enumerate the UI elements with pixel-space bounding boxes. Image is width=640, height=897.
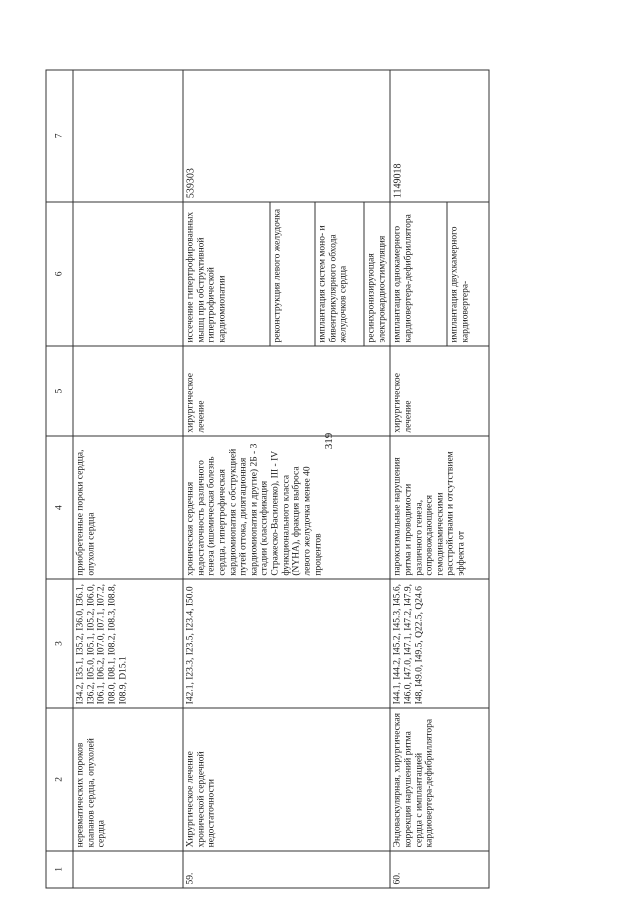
method-item: имплантация систем моно- и бивентрикулярного обхода желудочков сердца: [314, 202, 361, 345]
patient-model: пароксизмальные нарушения ритма и проводимости различного генеза, сопровождающиеся гемодинамическими расстройствами и отсутствием эффекта от: [390, 436, 489, 579]
procedure-name: неревматических пороков клапанов сердца, опухолей сердца: [73, 708, 183, 851]
table-row: [73, 70, 183, 888]
header-row: [46, 70, 73, 888]
patient-model: хроническая сердечная недостаточность различного генеза (ишемическая болезнь сердца, гипертрофическая кардиомиопатия с обструкцией путей оттока, дилятационная кардиомиопатия и другие) 2Б - 3 стадии (классификация Стражеско-Василенко), III - IV функционального класса (NYHA), фракция выброса левого желудочка менее 40 процентов: [183, 436, 390, 579]
row-number: 59.: [183, 851, 390, 888]
row-number: 60.: [390, 851, 489, 888]
treatment-methods: [390, 202, 489, 346]
column-header: 4: [46, 436, 73, 579]
table-row: [390, 70, 489, 888]
cost-value: 1149018: [390, 70, 489, 202]
column-header: 2: [46, 708, 73, 851]
method-item: реконструкция левого желудочка: [269, 202, 312, 345]
cost-value: [73, 70, 183, 202]
procedure-name: Хирургическое лечение хронической сердечной недостаточности: [183, 708, 390, 851]
icd-codes: I44.1, I44.2, I45.2, I45.3, I45.6, I46.0, I47.0, I47.1, I47.2, I47.9, I48, I49.0, I49.5, Q22.5, Q24.6: [390, 579, 489, 708]
column-header: 1: [46, 851, 73, 888]
patient-model: приобретенные пороки сердца, опухоли сердца: [73, 436, 183, 579]
treatment-type: хирургическое лечение: [183, 346, 390, 436]
icd-codes: I34.2, I35.1, I35.2, I36.0, I36.1, I36.2, I05.0, I05.1, I05.2, I06.0, I06.1, I06.2, I07.0, I07.1, I07.2, I08.0, I08.1, I08.2, I08.3, I08.8, I08.9, D15.1: [73, 579, 183, 708]
table-row: [183, 70, 390, 888]
medical-procedures-table: [45, 70, 489, 889]
page-number: 319: [323, 432, 335, 450]
cost-value: 539303: [183, 70, 390, 202]
method-item: имплантация однокамерного кардиовертера-дефибриллятора: [392, 214, 413, 343]
method-item: иссечение гипертрофированных мышц при обструктивной гипертрофической кардиомиопатии: [185, 211, 227, 343]
treatment-methods: [73, 202, 183, 346]
icd-codes: I42.1, I23.3, I23.5, I23.4, I50.0: [183, 579, 390, 708]
treatment-methods: [183, 202, 390, 346]
column-header: 7: [46, 70, 73, 202]
rotated-table-container: [45, 70, 470, 889]
treatment-type: хирургическое лечение: [390, 346, 489, 436]
column-header: 6: [46, 202, 73, 346]
method-item: ресинхронизирующая электрокардиостимуляция: [363, 202, 387, 345]
column-header: 3: [46, 579, 73, 708]
column-header: 5: [46, 346, 73, 436]
procedure-name: Эндоваскулярная, хирургическая коррекция нарушений ритма сердца с имплантацией кардиовертера-дефибриллятора: [390, 708, 489, 851]
treatment-type: [73, 346, 183, 436]
method-item: имплантация двухкамерного кардиовертера-: [446, 202, 470, 345]
row-number: [73, 851, 183, 888]
